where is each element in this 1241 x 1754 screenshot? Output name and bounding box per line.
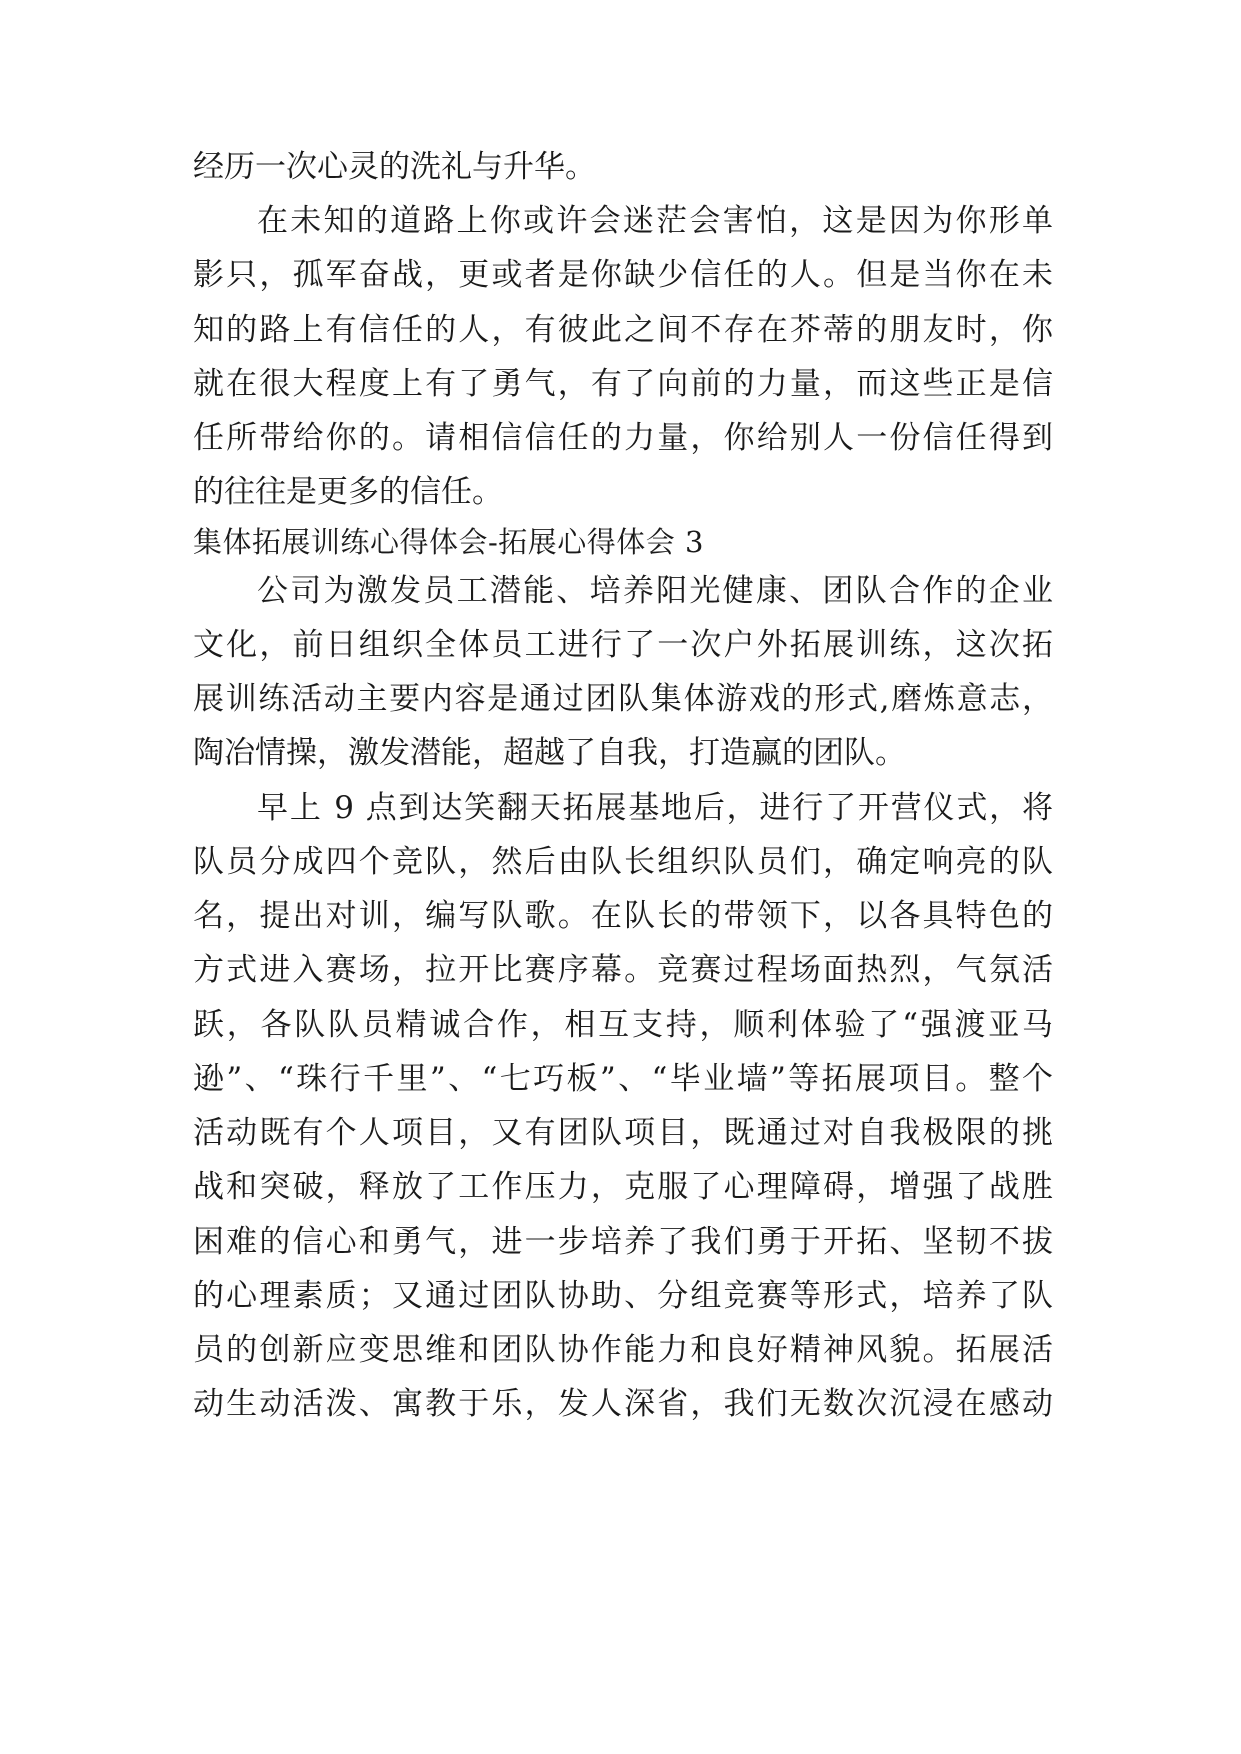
paragraph-line: 战和突破，释放了工作压力，克服了心理障碍，增强了战胜 xyxy=(193,1169,1053,1205)
paragraph-line: 员的创新应变思维和团队协作能力和良好精神风貌。拓展活 xyxy=(193,1332,1053,1368)
paragraph-line: 动生动活泼、寓教于乐，发人深省，我们无数次沉浸在感动 xyxy=(193,1386,1053,1422)
section-heading: 集体拓展训练心得体会-拓展心得体会 3 xyxy=(193,525,704,559)
paragraph-line: 陶冶情操，激发潜能，超越了自我，打造赢的团队。 xyxy=(193,735,906,771)
paragraph-line: 名，提出对训，编写队歌。在队长的带领下，以各具特色的 xyxy=(193,898,1053,934)
paragraph-line: 经历一次心灵的洗礼与升华。 xyxy=(193,149,596,185)
paragraph-line: 文化，前日组织全体员工进行了一次户外拓展训练，这次拓 xyxy=(193,627,1053,663)
paragraph-line: 在未知的道路上你或许会迷茫会害怕，这是因为你形单 xyxy=(257,203,1053,239)
paragraph-line: 活动既有个人项目，又有团队项目，既通过对自我极限的挑 xyxy=(193,1115,1053,1151)
paragraph-line: 的往往是更多的信任。 xyxy=(193,474,503,510)
paragraph-line: 逊”、“珠行千里”、“七巧板”、“毕业墙”等拓展项目。整个 xyxy=(193,1061,1053,1097)
paragraph-line: 影只，孤军奋战，更或者是你缺少信任的人。但是当你在未 xyxy=(193,257,1053,293)
paragraph-line: 的心理素质；又通过团队协助、分组竞赛等形式，培养了队 xyxy=(193,1278,1053,1314)
paragraph-line: 就在很大程度上有了勇气，有了向前的力量，而这些正是信 xyxy=(193,366,1053,402)
paragraph-line: 队员分成四个竞队，然后由队长组织队员们，确定响亮的队 xyxy=(193,844,1053,880)
paragraph-line: 跃，各队队员精诚合作，相互支持，顺利体验了“强渡亚马 xyxy=(193,1007,1053,1043)
paragraph-line: 公司为激发员工潜能、培养阳光健康、团队合作的企业 xyxy=(257,573,1053,609)
paragraph-line: 知的路上有信任的人，有彼此之间不存在芥蒂的朋友时，你 xyxy=(193,312,1053,348)
paragraph-line: 展训练活动主要内容是通过团队集体游戏的形式,磨炼意志， xyxy=(193,681,1053,717)
paragraph-line: 任所带给你的。请相信信任的力量，你给别人一份信任得到 xyxy=(193,420,1053,456)
paragraph-line: 早上 9 点到达笑翻天拓展基地后，进行了开营仪式，将 xyxy=(257,790,1053,826)
paragraph-line: 困难的信心和勇气，进一步培养了我们勇于开拓、坚韧不拔 xyxy=(193,1224,1053,1260)
paragraph-line: 方式进入赛场，拉开比赛序幕。竞赛过程场面热烈，气氛活 xyxy=(193,952,1053,988)
